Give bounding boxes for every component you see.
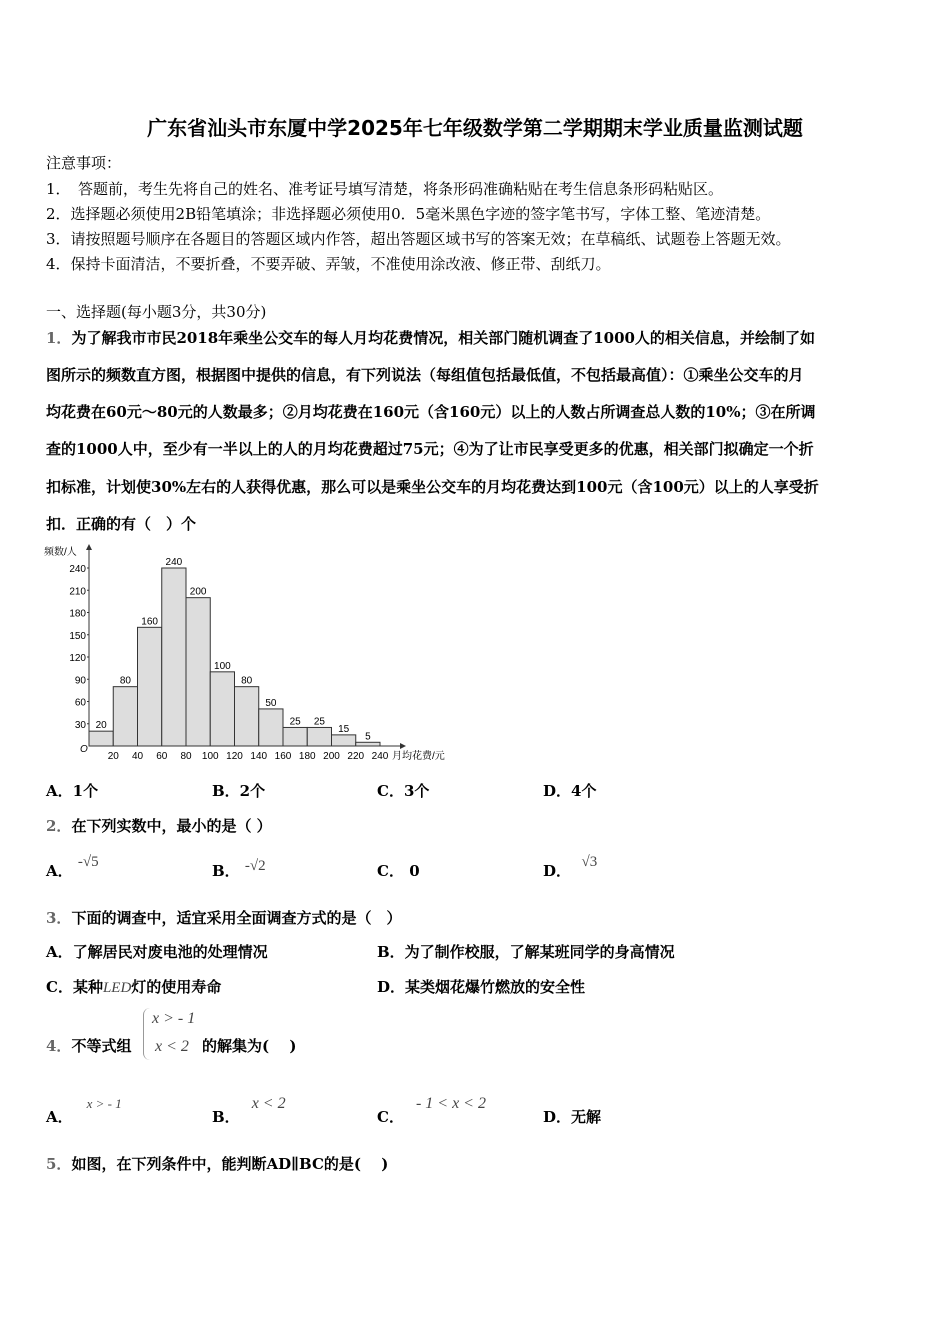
histogram-bar (356, 742, 380, 746)
q4-option-a[interactable]: A．x > - 1 (46, 1096, 122, 1126)
histogram-bar (162, 568, 186, 746)
y-tick-label: 150 (69, 630, 86, 642)
bar-value-label: 200 (189, 586, 207, 598)
q2-option-d[interactable]: D． √3 (543, 854, 598, 880)
notice-item: 3．请按照题号顺序在各题目的答题区域内作答，超出答题区域书写的答案无效；在草稿纸、试题卷上答题无效。 (46, 230, 791, 248)
origin-label: O (80, 744, 88, 755)
y-tick-label: 60 (74, 697, 86, 709)
question-number: 1． (46, 329, 72, 347)
bar-value-label: 25 (289, 716, 301, 728)
y-tick-label: 30 (74, 719, 86, 731)
q1-option-c[interactable]: C．3个 (377, 782, 430, 800)
y-axis-arrow-icon (86, 544, 92, 550)
histogram-bar (186, 598, 210, 746)
y-tick-label: 90 (74, 675, 86, 687)
q2-text: 在下列实数中，最小的是（ ） (71, 817, 272, 835)
histogram-bar (307, 727, 331, 746)
histogram-bar (283, 727, 307, 746)
notice-item: 4．保持卡面清洁，不要折叠，不要弄破、弄皱，不准使用涂改液、修正带、刮纸刀。 (46, 255, 611, 273)
x-axis-arrow-icon (400, 743, 406, 749)
x-tick-label: 240 (371, 751, 389, 762)
bar-value-label: 15 (338, 723, 350, 735)
x-tick-label: 160 (274, 751, 292, 762)
histogram-bar (113, 687, 137, 746)
q1-line: 图所示的频数直方图，根据图中提供的信息，有下列说法（每组值包括最低值，不包括最高值）：①乘坐公交车的月 (46, 366, 804, 384)
q1-line: 扣标准，计划使30%左右的人获得优惠，那么可以是乘坐公交车的月均花费达到100元（含100元）以上的人享受折 (46, 478, 819, 496)
question-number: 3． (46, 909, 72, 927)
question-number: 2． (46, 817, 72, 835)
q4-pre: 不等式组 (71, 1037, 132, 1055)
x-tick-label: 100 (201, 751, 219, 762)
bar-value-label: 5 (365, 731, 371, 743)
x-axis-label: 月均花费/元 (392, 751, 445, 762)
q3-option-a[interactable]: A．了解居民对废电池的处理情况 (46, 943, 268, 961)
q1-option-b[interactable]: B．2个 (212, 782, 266, 800)
q2-option-b[interactable]: B． -√2 (212, 858, 266, 880)
x-tick-label: 120 (226, 751, 243, 762)
x-tick-label: 80 (180, 751, 192, 762)
q2-option-c[interactable]: C． 0 (377, 862, 420, 880)
q4-post: 的解集为( ) (202, 1037, 297, 1055)
question-number: 5． (46, 1155, 72, 1173)
page-title: 广东省汕头市东厦中学2025年七年级数学第二学期期末学业质量监测试题 (147, 116, 803, 140)
q2-option-a[interactable]: A． -√5 (46, 854, 99, 880)
q4-option-c[interactable]: C．- 1 < x < 2 (377, 1095, 486, 1126)
histogram-bar (259, 709, 283, 746)
histogram-bar (235, 687, 259, 746)
q3-text: 下面的调查中，适宜采用全面调查方式的是（ ） (71, 909, 402, 927)
q3-option-c[interactable]: C．某种LED灯的使用寿命 (46, 978, 222, 996)
y-axis-label: 频数/人 (44, 547, 77, 558)
q1-option-d[interactable]: D．4个 (543, 782, 597, 800)
y-tick-label: 120 (69, 653, 86, 664)
q1-option-a[interactable]: A．1个 (46, 782, 99, 800)
bar-value-label: 80 (119, 675, 131, 687)
bar-value-label: 100 (214, 660, 231, 672)
x-tick-label: 180 (298, 751, 316, 762)
inequality-2: x < 2 (155, 1038, 189, 1055)
bar-value-label: 240 (165, 557, 183, 568)
x-tick-label: 140 (250, 751, 268, 762)
histogram-bar (89, 731, 113, 746)
histogram-bar (210, 672, 234, 746)
q1-line: 查的1000人中，至少有一半以上的人的月均花费超过75元；④为了让市民享受更多的优惠，相关部门拟确定一个折 (46, 440, 814, 458)
x-tick-label: 40 (131, 751, 144, 762)
section-heading: 一、选择题(每小题3分，共30分) (46, 303, 267, 321)
bar-value-label: 20 (95, 720, 107, 732)
q4-option-d[interactable]: D．无解 (543, 1108, 602, 1126)
histogram-bar (138, 627, 162, 746)
bar-value-label: 160 (141, 616, 158, 628)
q1-line: 均花费在60元～80元的人数最多；②月均花费在160元（含160元）以上的人数占所调查总人数的10%；③在所调 (46, 403, 816, 421)
q1-line: 扣．正确的有（ ）个 (46, 515, 197, 533)
x-tick-label: 200 (323, 751, 340, 762)
x-tick-label: 60 (156, 751, 168, 762)
frequency-histogram (40, 540, 460, 770)
inequality-1: x > - 1 (152, 1010, 196, 1027)
q1-line: 为了解我市市民2018年乘坐公交车的每人月均花费情况，相关部门随机调查了1000人的相关信息，并绘制了如 (71, 329, 815, 347)
notice-item: 2．选择题必须使用2B铅笔填涂；非选择题必须使用0．5毫米黑色字迹的签字笔书写，字体工整、笔迹清楚。 (46, 205, 771, 223)
x-tick-label: 20 (107, 751, 119, 762)
q3-option-d[interactable]: D．某类烟花爆竹燃放的安全性 (377, 978, 586, 996)
q5-text: 如图，在下列条件中，能判断AD∥BC的是( ) (71, 1155, 389, 1173)
y-tick-label: 180 (69, 608, 86, 620)
bar-value-label: 25 (313, 716, 325, 728)
bar-value-label: 80 (241, 675, 253, 687)
q3-option-b[interactable]: B．为了制作校服，了解某班同学的身高情况 (377, 943, 675, 961)
histogram-bar (332, 735, 356, 746)
notice-heading: 注意事项： (46, 154, 122, 172)
y-tick-label: 240 (69, 564, 86, 575)
q4-option-b[interactable]: B．x < 2 (212, 1095, 286, 1126)
bar-value-label: 50 (265, 697, 277, 709)
question-number: 4． (46, 1037, 72, 1055)
notice-item: 1． 答题前，考生先将自己的姓名、准考证号填写清楚，将条形码准确粘贴在考生信息条形码粘贴区。 (46, 180, 724, 198)
x-tick-label: 220 (347, 751, 365, 762)
brace (143, 1008, 150, 1060)
y-tick-label: 210 (69, 586, 86, 598)
